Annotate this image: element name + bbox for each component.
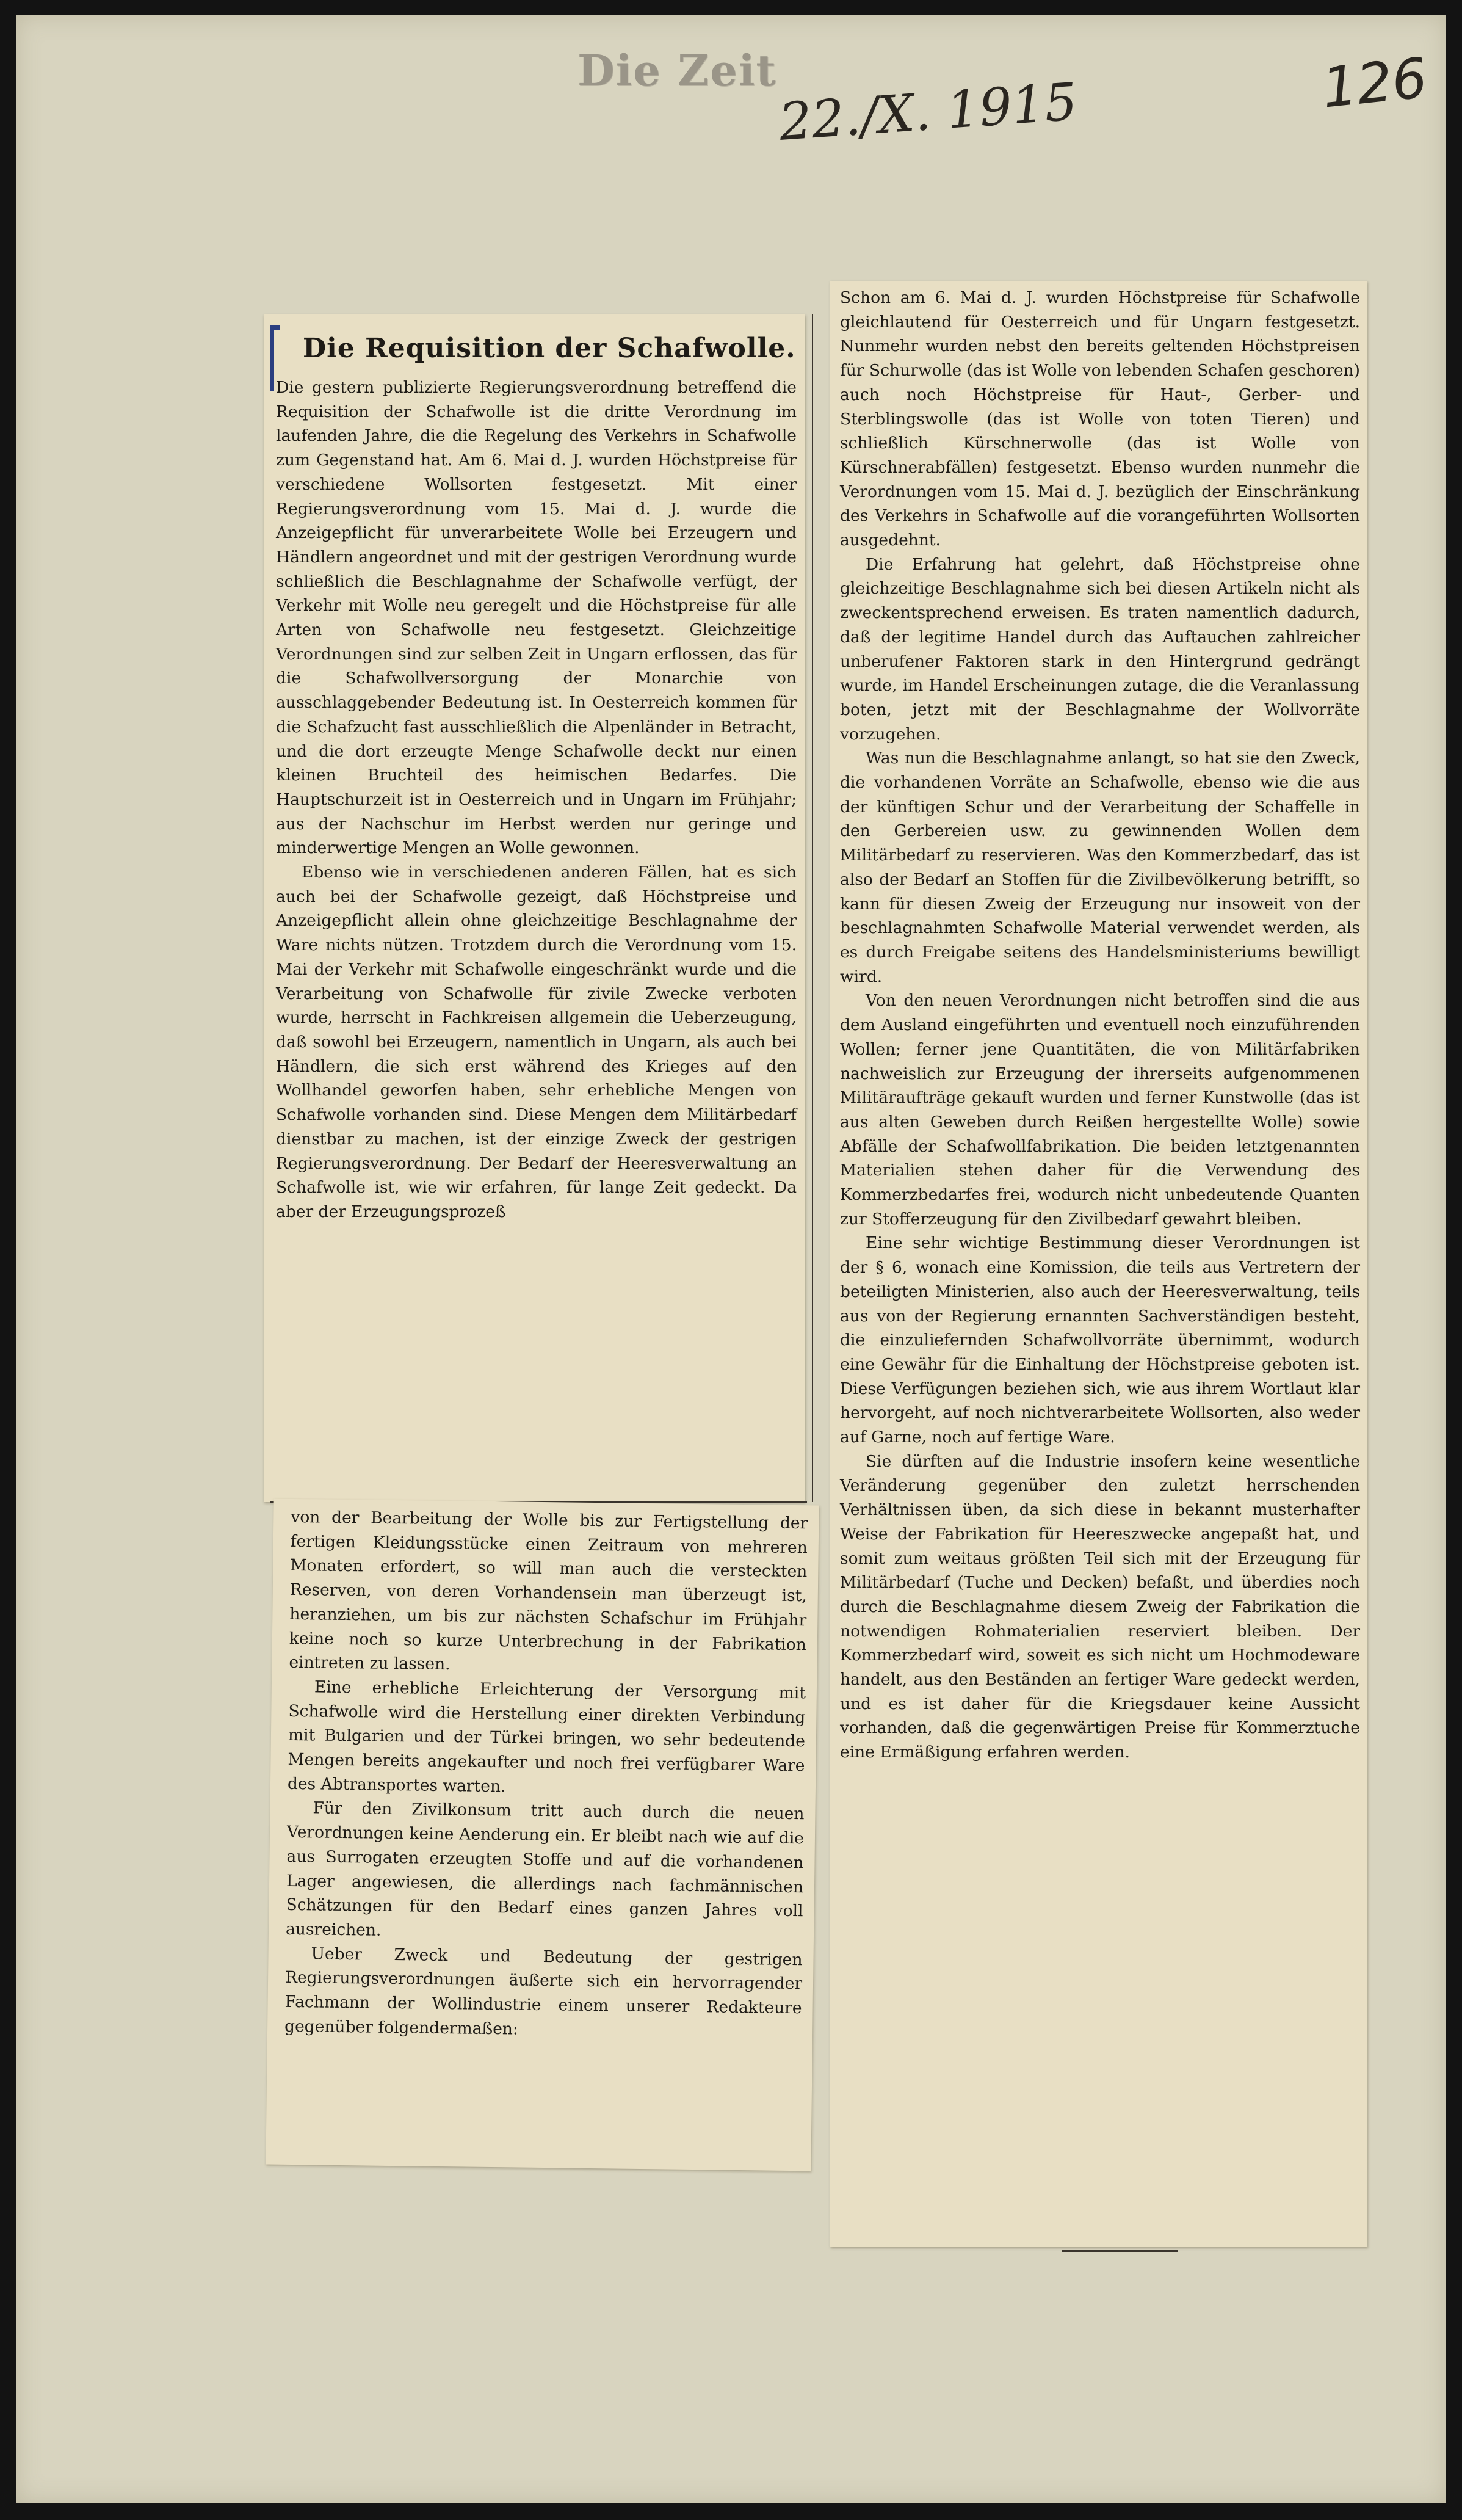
- newspaper-stamp: Die Zeit: [577, 45, 777, 96]
- handwritten-date: 22./X. 1915: [777, 71, 1079, 152]
- article-paragraph: Was nun die Beschlagnahme anlangt, so hat sie den Zweck, die vorhandenen Vorräte an Schafwolle, ebenso wie die aus der künftigen Schur und der Verarbeitung der Schaffelle in den Gerbereien usw. zu gewinnenden Wollen dem Militärbedarf zu reservieren. Was den Kommerzbedarf, das ist also der Bedarf an Stoffen für die Zivilbevölkerung betrifft, so kann für diesen Zweig der Erzeugung nur insoweit von der beschlagnahmten Schafwolle Material verwendet werden, als es durch Freigabe seitens des Handelsministeriums bewilligt wird.: [840, 749, 1360, 986]
- article-paragraph: Die Erfahrung hat gelehrt, daß Höchstpreise ohne gleichzeitige Beschlagnahme sich bei diesen Artikeln nicht als zweckentsprechend erweisen. Es traten namentlich dadurch, daß der legitime Handel durch das Auftauchen zahlreicher unberufener Faktoren stark in den Hintergrund gedrängt wurde, im Handel Erscheinungen zutage, die die Veranlassung boten, jetzt mit der Beschlagnahme der Wollvorräte vorzugehen.: [840, 554, 1360, 744]
- clipping-left-top: [264, 314, 805, 1502]
- article-paragraph: Sie dürften auf die Industrie insofern keine wesentliche Veränderung gegenüber den zuletzt herrschenden Verhältnissen üben, da sich diese in bekannt musterhafter Weise der Fabrikation für Heereszwecke angepaßt hat, und somit zum weitaus größten Teil sich mit der Erzeugung für Militärbedarf (Tuche und Decken) befaßt, und überdies noch durch die Beschlagnahme diesem Zweig der Fabrikation die notwendigen Rohmaterialien reserviert bleiben. Der Kommerzbedarf wird, soweit es sich nicht um Hochmodeware handelt, aus den Beständen an fertiger Ware gedeckt werden, und es ist daher für die Kriegsdauer keine Aussicht vorhanden, daß die gegenwärtigen Preise für Kommerztuche eine Ermäßigung erfahren werden.: [840, 1451, 1360, 1762]
- article-paragraph: Schon am 6. Mai d. J. wurden Höchstpreise für Schafwolle gleichlautend für Oesterreich und für Ungarn festgesetzt. Nunmehr wurden nebst den bereits geltenden Höchstpreisen für Schurwolle (das ist Wolle von lebenden Schafen geschoren) auch noch Höchstpreise für Haut-, Gerber- und Sterblingswolle (das ist Wolle von toten Tieren) und schließlich Kürschnerwolle (das ist Wolle von Kürschnerabfällen) festgesetzt. Ebenso wurden nunmehr die Verordnungen vom 15. Mai d. J. bezüglich der Einschränkung des Verkehrs in Schafwolle auf die vorangeführten Wollsorten ausgedehnt.: [840, 288, 1360, 550]
- clipping-left-bottom: [266, 1499, 819, 2171]
- clipping-right: [830, 281, 1367, 2247]
- article-paragraph: Die gestern publizierte Regierungsverordnung betreffend die Requisition der Schafwolle ist die dritte Verordnung im laufenden Jahre, die die Regelung des Verkehrs in Schafwolle zum Gegenstand hat. Am 6. Mai d. J. wurden Höchstpreise für verschiedene Wollsorten festgesetzt. Mit einer Regierungsverordnung vom 15. Mai d. J. wurde die Anzeigepflicht für unverarbeitete Wolle bei Erzeugern und Händlern angeordnet und mit der gestrigen Verordnung wurde schließlich die Beschlagnahme der Schafwolle verfügt, der Verkehr mit Wolle neu geregelt und die Höchstpreise für alle Arten von Schafwolle neu festgesetzt. Gleichzeitige Verordnungen sind zur selben Zeit in Ungarn erflossen, das für die Schafwollversorgung der Monarchie von ausschlaggebender Bedeutung ist. In Oesterreich kommen für die Schafzucht fast ausschließlich die Alpenländer in Betracht, und die dort erzeugte Menge Schafwolle deckt nur einen kleinen Bruchteil des heimischen Bedarfes. Die Hauptschurzeit ist in Oesterreich und in Ungarn im Frühjahr; aus der Nachschur im Herbst werden nur geringe und minderwertige Mengen an Wolle gewonnen.: [276, 378, 797, 858]
- article-paragraph: von der Bearbeitung der Wolle bis zur Fertigstellung der fertigen Kleidungsstücke einen Zeitraum von mehreren Monaten erfordert, so will man auch die versteckten Reserven, von deren Vorhandensein man überzeugt ist, heranziehen, um bis zur nächsten Schafschur im Frühjahr keine noch so kurze Unterbrechung in der Fabrikation eintreten zu lassen.: [289, 1507, 808, 1674]
- article-paragraph: Ebenso wie in verschiedenen anderen Fällen, hat es sich auch bei der Schafwolle gezeigt, daß Höchstpreise und Anzeigepflicht allein ohne gleichzeitige Beschlagnahme der Ware nichts nützen. Trotzdem durch die Verordnung vom 15. Mai der Verkehr mit Schafwolle eingeschränkt wurde und die Verarbeitung von Schafwolle für zivile Zwecke verboten wurde, herrscht in Fachkreisen allgemein die Ueberzeugung, daß sowohl bei Erzeugern, namentlich in Ungarn, als auch bei Händlern, die sich erst während des Krieges auf den Wollhandel geworfen haben, sehr erhebliche Mengen von Schafwolle vorhanden sind. Diese Mengen dem Militärbedarf dienstbar zu machen, ist der einzige Zweck der gestrigen Regierungsverordnung. Der Bedarf der Heeresverwaltung an Schafwolle ist, wie wir erfahren, für lange Zeit gedeckt. Da aber der Erzeugungsprozeß: [276, 863, 797, 1221]
- article-paragraph: Ueber Zweck und Bedeutung der gestrigen Regierungsverordnungen äußerte sich ein hervorragender Fachmann der Wollindustrie einem unserer Redakteure gegenüber folgendermaßen:: [284, 1944, 803, 2039]
- folio-number: 126: [1319, 46, 1430, 121]
- end-rule: [1062, 2250, 1178, 2252]
- blue-pencil-mark: [270, 325, 280, 391]
- column-edge: [812, 314, 813, 1502]
- article-paragraph: Von den neuen Verordnungen nicht betroffen sind die aus dem Ausland eingeführten und eventuell noch einzuführenden Wollen; ferner jene Quantitäten, die von Militärfabriken nachweislich zur Erzeugung der ihrerseits aufgenommenen Militäraufträge gekauft wurden und ferner Kunstwolle (das ist aus alten Geweben durch Reißen hergestellte Wolle) sowie Abfälle der Schafwollfabrikation. Die beiden letztgenannten Materialien stehen daher für die Verwendung des Kommerzbedarfes frei, wodurch nicht unbedeutende Quanten zur Stofferzeugung für den Zivilbedarf gewahrt bleiben.: [840, 991, 1360, 1229]
- article-paragraph: Für den Zivilkonsum tritt auch durch die neuen Verordnungen keine Aenderung ein. Er bleibt nach wie auf die aus Surrogaten erzeugten Stoffe und auf die vorhandenen Lager angewiesen, die allerdings nach fachmännischen Schätzungen für den Bedarf eines ganzen Jahres voll ausreichen.: [285, 1798, 805, 1940]
- article-paragraph: Eine erhebliche Erleichterung der Versorgung mit Schafwolle wird die Herstellung einer direkten Verbindung mit Bulgarien und der Türkei bringen, wo sehr bedeutende Mengen bereits angekaufter und noch frei verfügbarer Ware des Abtransportes warten.: [287, 1677, 806, 1796]
- article-headline: Die Requisition der Schafwolle.: [303, 333, 796, 364]
- article-paragraph: Eine sehr wichtige Bestimmung dieser Verordnungen ist der § 6, wonach eine Komission, die teils aus Vertretern der beteiligten Ministerien, also auch der Heeresverwaltung, teils aus von der Regierung ernannten Sachverständigen besteht, die einzuliefernden Schafwollvorräte übernimmt, wodurch eine Gewähr für die Einhaltung der Höchstpreise geboten ist. Diese Verfügungen beziehen sich, wie aus ihrem Wortlaut klar hervorgeht, auf noch nichtverarbeitete Wollsorten, also weder auf Garne, noch auf fertige Ware.: [840, 1233, 1360, 1447]
